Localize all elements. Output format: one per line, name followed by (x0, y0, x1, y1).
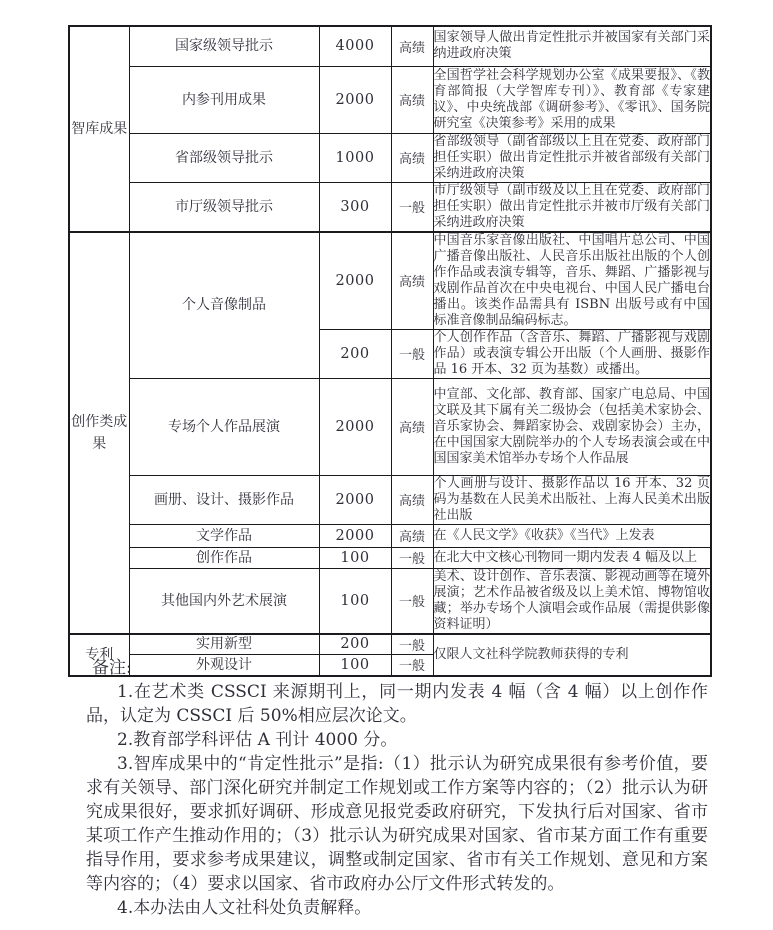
points-cell: 2000 (319, 524, 391, 547)
note-paragraph-2: 2.教育部学科评估 A 刊计 4000 分。 (117, 730, 398, 750)
notes-section (86, 656, 708, 920)
item-cell: 专场个人作品展演 (129, 378, 319, 475)
note-paragraph-1: 1.在艺术类 CSSCI 来源期刊上，同一期内发表 4 幅（含 4 幅）以上创作作品，认定为 CSSCI 后 50%相应层次论文。 (86, 682, 708, 726)
description-cell: 美术、设计创作、音乐表演、影视动画等在境外展演；艺术作品被省级及以上美术馆、博物馆收藏；举办专场个人演唱会或作品展（需提供影像资料证明） (433, 568, 710, 632)
item-cell: 画册、设计、摄影作品 (129, 475, 319, 524)
grade-cell: 高绩 (391, 475, 433, 524)
score-table (68, 25, 712, 677)
description-cell: 国家领导人做出肯定性批示并被国家有关部门采纳进政府决策 (433, 26, 711, 66)
points-cell: 2000 (319, 66, 391, 133)
grade-cell: 高绩 (391, 378, 433, 475)
category-cell-patent: 专利 (69, 634, 129, 676)
description-cell: 全国哲学社会科学规划办公室《成果要报》、《教育部简报（大学智库专刊）》、教育部《专家建议》、中央统战部《调研参考》、《零讯》、国务院研究室《决策参考》采用的成果 (433, 66, 711, 133)
category-cell-creative: 创作类成果 (69, 232, 129, 634)
item-cell: 内参刊用成果 (129, 66, 319, 133)
points-cell: 200 (319, 634, 391, 655)
grade-cell: 高绩 (391, 133, 433, 182)
description-cell: 个人画册与设计、摄影作品以 16 开本、32 页码为基数在人民美术出版社、上海人民美术出版社出版 (433, 475, 710, 523)
item-cell: 国家级领导批示 (129, 26, 319, 66)
points-cell: 200 (319, 329, 391, 378)
item-cell: 创作作品 (129, 547, 319, 568)
item-cell: 省部级领导批示 (129, 133, 319, 182)
note-paragraph-3: 3.智库成果中的“肯定性批示”是指:（1）批示认为研究成果很有参考价值，要求有关领导、部门深化研究并制定工作规划或工作方案等内容的；（2）批示认为研究成果很好，要求抓好调研、形成意见报党委政府研究，下发执行后对国家、省市某项工作产生推动作用的；（3）批示认为研究成果对国家、省市某方面工作有重要指导作用，要求参考成果建议，调整或制定国家、省市有关工作规划、意见和方案等内容的；（4）要求以国家、省市政府办公厅文件形式转发的。 (86, 754, 708, 894)
description-cell: 个人创作作品（含音乐、舞蹈、广播影视与戏剧作品）或表演专辑公开出版（个人画册、摄影作品 16 开本、32 页为基数）或播出。 (433, 329, 710, 377)
description-cell: 在《人民文学》《收获》《当代》上发表 (433, 524, 711, 547)
description-cell: 在北大中文核心刊物同一期内发表 4 幅及以上 (433, 547, 711, 568)
note-paragraph-4: 4.本办法由人文社科处负责解释。 (117, 898, 372, 918)
grade-cell: 高绩 (391, 66, 433, 133)
item-cell: 实用新型 (129, 634, 319, 655)
item-cell: 个人音像制品 (129, 232, 319, 379)
description-cell: 仅限人文社科学院教师获得的专利 (433, 634, 711, 676)
points-cell: 2000 (319, 378, 391, 475)
grade-cell: 一般 (391, 182, 433, 232)
item-cell: 市厅级领导批示 (129, 182, 319, 232)
description-cell: 中国音乐家音像出版社、中国唱片总公司、中国广播音像出版社、人民音乐出版社出版的个人创作作品或表演专辑等，音乐、舞蹈、广播影视与戏剧作品首次在中央电视台、中国人民广播电台播出。该类作品需具有 ISBN 出版号或有中国标准音像制品编码标志。 (433, 232, 710, 328)
item-cell: 其他国内外艺术展演 (129, 568, 319, 634)
grade-cell: 高绩 (391, 524, 433, 547)
grade-cell: 高绩 (391, 232, 433, 330)
points-cell: 2000 (319, 475, 391, 524)
grade-cell: 一般 (391, 568, 433, 634)
category-cell-think-tank: 智库成果 (69, 26, 129, 232)
grade-cell: 一般 (391, 547, 433, 568)
points-cell: 100 (319, 568, 391, 634)
grade-cell: 一般 (391, 634, 433, 655)
grade-cell: 一般 (391, 655, 433, 676)
points-cell: 4000 (319, 26, 391, 66)
description-cell: 市厅级领导（副市级及以上且在党委、政府部门担任实职）做出肯定性批示并被市厅级有关部门采纳进政府决策 (433, 182, 710, 230)
item-cell: 外观设计 (129, 655, 319, 676)
points-cell: 300 (319, 182, 391, 232)
points-cell: 100 (319, 547, 391, 568)
description-cell: 中宣部、文化部、教育部、国家广电总局、中国文联及其下属有关二级协会（包括美术家协会、音乐家协会、舞蹈家协会、戏剧家协会）主办，在中国国家大剧院举办的个人专场表演会或在中国国家美术馆举办专场个人作品展 (433, 378, 711, 475)
grade-cell: 一般 (391, 329, 433, 378)
points-cell: 100 (319, 655, 391, 676)
points-cell: 1000 (319, 133, 391, 182)
notes-heading: 备注: (92, 658, 132, 678)
grade-cell: 高绩 (391, 26, 433, 66)
item-cell: 文学作品 (129, 524, 319, 547)
description-cell: 省部级领导（副省部级以上且在党委、政府部门担任实职）做出肯定性批示并被省部级有关部门采纳进政府决策 (433, 133, 710, 181)
points-cell: 2000 (319, 232, 391, 330)
